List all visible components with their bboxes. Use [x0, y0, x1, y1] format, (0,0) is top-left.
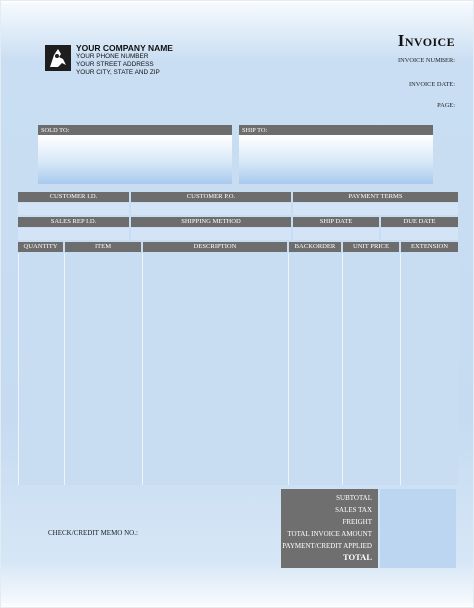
payment-terms-header: PAYMENT TERMS	[293, 192, 458, 202]
extension-header: EXTENSION	[401, 242, 458, 252]
invoice-date-label[interactable]: INVOICE DATE:	[409, 81, 455, 88]
company-phone: YOUR PHONE NUMBER	[76, 53, 149, 60]
payment-credit-applied-label: PAYMENT/CREDIT APPLIED	[282, 542, 372, 550]
shipping-method-field[interactable]	[131, 228, 291, 240]
backorder-header: BACKORDER	[289, 242, 341, 252]
company-city: YOUR CITY, STATE AND ZIP	[76, 69, 160, 76]
description-header: DESCRIPTION	[143, 242, 287, 252]
extension-column[interactable]	[400, 253, 458, 485]
invoice-number-label[interactable]: INVOICE NUMBER:	[398, 57, 455, 64]
due-date-header: DUE DATE	[381, 217, 458, 227]
ship-to-field[interactable]	[239, 135, 433, 184]
invoice-title-rest: NVOICE	[404, 35, 455, 49]
totals-values-field[interactable]	[380, 489, 456, 568]
due-date-field[interactable]	[381, 228, 458, 240]
item-header: ITEM	[65, 242, 141, 252]
items-header-row	[18, 242, 458, 252]
unit-price-column[interactable]	[342, 253, 400, 485]
ship-to-header: SHIP TO:	[239, 125, 433, 135]
company-street: YOUR STREET ADDRESS	[76, 61, 154, 68]
info-row-1-values	[18, 203, 458, 215]
info-row-2-header	[18, 217, 458, 227]
customer-po-header: CUSTOMER P.O.	[131, 192, 291, 202]
subtotal-label: SUBTOTAL	[336, 494, 372, 502]
unit-price-header: UNIT PRICE	[343, 242, 399, 252]
sales-rep-id-field[interactable]	[18, 228, 129, 240]
freight-label: FREIGHT	[342, 518, 372, 526]
backorder-column[interactable]	[288, 253, 342, 485]
total-label: TOTAL	[343, 552, 372, 562]
sales-tax-label: SALES TAX	[335, 506, 372, 514]
sold-to-field[interactable]	[38, 135, 232, 184]
info-row-2-values	[18, 228, 458, 240]
check-credit-memo-label[interactable]: CHECK/CREDIT MEMO NO.:	[48, 529, 138, 537]
customer-po-field[interactable]	[131, 203, 291, 215]
ship-date-header: SHIP DATE	[293, 217, 379, 227]
item-column[interactable]	[64, 253, 142, 485]
sales-rep-id-header: SALES REP I.D.	[18, 217, 129, 227]
payment-terms-field[interactable]	[293, 203, 458, 215]
description-column[interactable]	[142, 253, 288, 485]
customer-id-header: CUSTOMER I.D.	[18, 192, 129, 202]
sold-to-header: SOLD TO:	[38, 125, 232, 135]
invoice-title	[398, 31, 455, 51]
company-name: YOUR COMPANY NAME	[76, 43, 173, 53]
shipping-method-header: SHIPPING METHOD	[131, 217, 291, 227]
ship-date-field[interactable]	[293, 228, 379, 240]
page-label[interactable]: PAGE:	[437, 102, 455, 109]
ship-to-box[interactable]	[239, 125, 433, 184]
quantity-column[interactable]	[18, 253, 64, 485]
customer-id-field[interactable]	[18, 203, 129, 215]
sold-to-box[interactable]	[38, 125, 232, 184]
company-logo-icon	[45, 45, 71, 71]
company-info	[76, 44, 173, 77]
quantity-header: QUANTITY	[18, 242, 63, 252]
info-row-1-header	[18, 192, 458, 202]
invoice-title-initial: I	[397, 31, 405, 50]
total-invoice-amount-label: TOTAL INVOICE AMOUNT	[287, 530, 372, 538]
